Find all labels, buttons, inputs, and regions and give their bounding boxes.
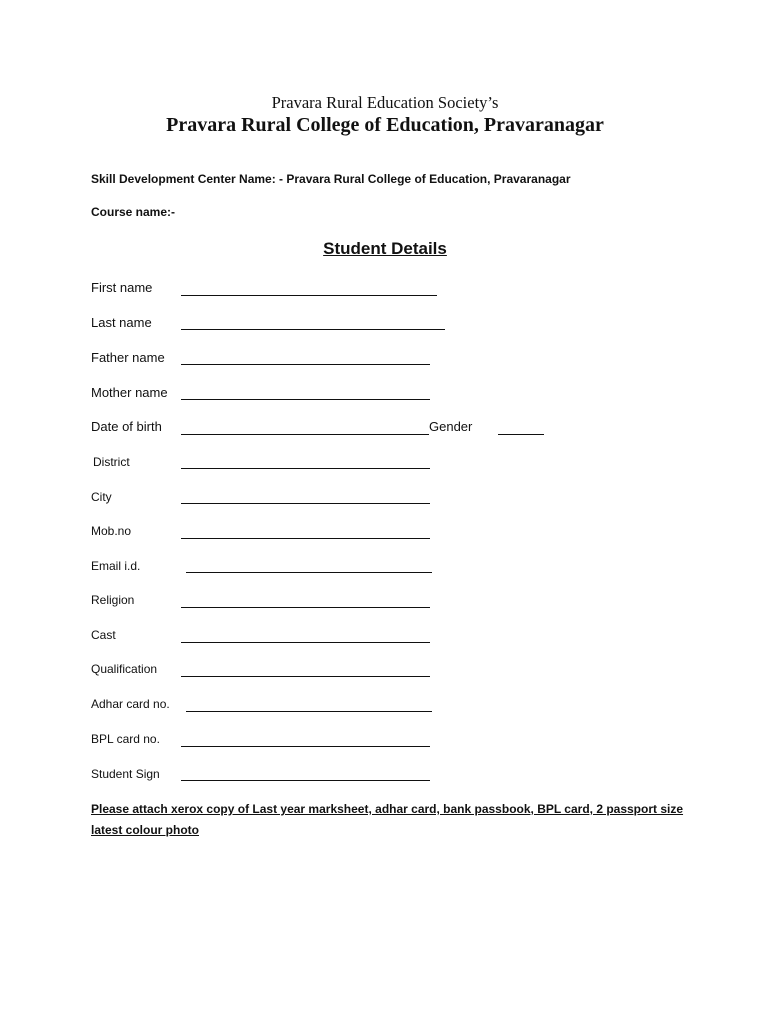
mother-name-label: Mother name xyxy=(91,385,168,400)
father-name-label: Father name xyxy=(91,350,165,365)
mobile-number-field[interactable] xyxy=(181,538,430,539)
email-label: Email i.d. xyxy=(91,559,141,573)
email-field[interactable] xyxy=(186,572,432,573)
adhar-card-label: Adhar card no. xyxy=(91,697,170,711)
cast-label: Cast xyxy=(91,628,116,642)
first-name-label: First name xyxy=(91,280,153,295)
section-title: Student Details xyxy=(323,239,447,258)
college-title: Pravara Rural College of Education, Pravaranagar xyxy=(166,114,604,136)
student-sign-field[interactable] xyxy=(181,780,430,781)
qualification-field[interactable] xyxy=(181,676,430,677)
date-of-birth-label: Date of birth xyxy=(91,419,162,434)
city-field[interactable] xyxy=(181,503,430,504)
district-field[interactable] xyxy=(181,468,430,469)
attachment-note-line-2: latest colour photo xyxy=(91,823,199,837)
qualification-label: Qualification xyxy=(91,662,158,676)
student-sign-label: Student Sign xyxy=(91,767,160,781)
bpl-card-label: BPL card no. xyxy=(91,732,160,746)
district-label: District xyxy=(93,455,130,469)
skill-center-name: Skill Development Center Name: - Pravara Rural College of Education, Pravaranagar xyxy=(91,172,571,186)
religion-label: Religion xyxy=(91,593,135,607)
religion-field[interactable] xyxy=(181,607,430,608)
adhar-card-field[interactable] xyxy=(186,711,432,712)
cast-field[interactable] xyxy=(181,642,430,643)
attachment-note-line-1: Please attach xerox copy of Last year marksheet, adhar card, bank passbook, BPL card, 2 passport size xyxy=(91,802,684,816)
society-name: Pravara Rural Education Society’s xyxy=(271,93,499,112)
gender-field[interactable] xyxy=(498,434,544,435)
city-label: City xyxy=(91,490,112,504)
gender-label: Gender xyxy=(429,419,473,434)
course-name-label: Course name:- xyxy=(91,205,176,219)
mobile-number-label: Mob.no xyxy=(91,524,132,538)
first-name-field[interactable] xyxy=(181,295,437,296)
date-of-birth-field[interactable] xyxy=(181,434,429,435)
bpl-card-field[interactable] xyxy=(181,746,430,747)
mother-name-field[interactable] xyxy=(181,399,430,400)
father-name-field[interactable] xyxy=(181,364,430,365)
attachment-note xyxy=(91,799,691,841)
last-name-field[interactable] xyxy=(181,329,445,330)
last-name-label: Last name xyxy=(91,315,152,330)
